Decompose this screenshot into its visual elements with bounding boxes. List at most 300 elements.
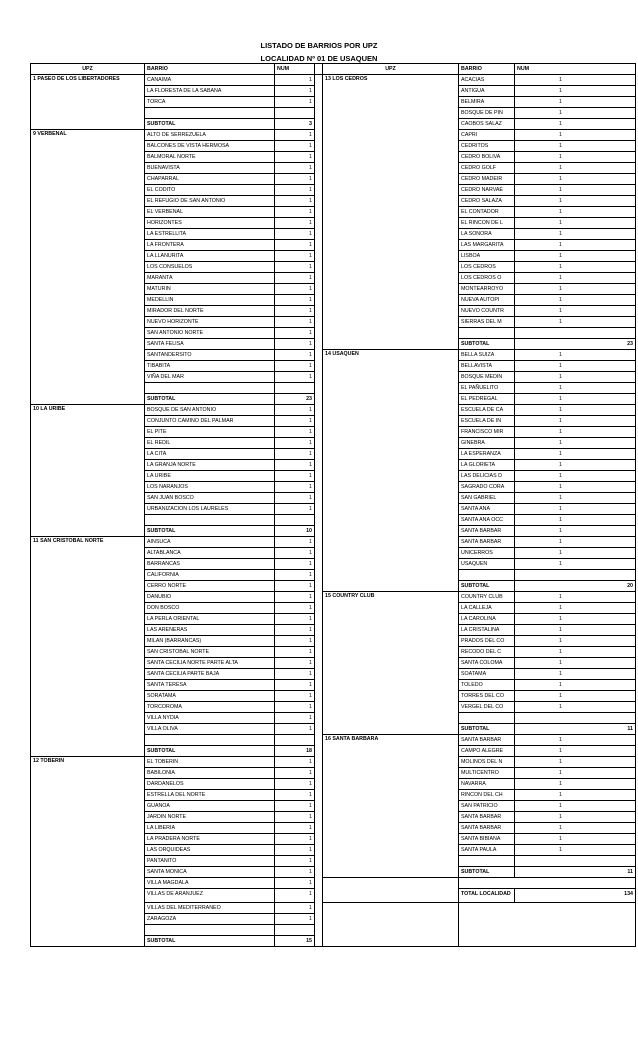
left-barrio-name: LA LLANURITA <box>145 251 275 262</box>
table-row <box>31 790 636 801</box>
right-barrio-name: CEDRO NARVAE <box>459 185 515 196</box>
left-barrio-name: LOS NARANJOS <box>145 482 275 493</box>
left-barrio-name: SANTA CECILIA NORTE PARTE ALTA <box>145 658 275 669</box>
right-barrio-name: NUEVA AUTOPI <box>459 295 515 306</box>
table-row <box>31 427 636 438</box>
table-row <box>31 724 636 735</box>
left-upz-cell <box>31 779 145 790</box>
column-gap <box>315 185 323 196</box>
left-barrio-num: 1 <box>275 86 315 97</box>
right-barrio-name: LAS MARGARITA <box>459 240 515 251</box>
table-row <box>31 515 636 526</box>
table-row <box>31 592 636 603</box>
right-barrio-num <box>515 416 636 427</box>
right-barrio-num-value: 1 <box>559 165 562 171</box>
right-barrio-num-value: 1 <box>559 451 562 457</box>
right-barrio-num <box>515 757 636 768</box>
left-barrio-name: TORCA <box>145 97 275 108</box>
left-barrio-num: 1 <box>275 416 315 427</box>
table-row <box>31 317 636 328</box>
right-barrio-num-value: 1 <box>559 99 562 105</box>
right-upz-cell <box>323 493 459 504</box>
column-gap <box>315 526 323 537</box>
right-barrio-num <box>515 515 636 526</box>
right-barrio-num-value: 1 <box>559 297 562 303</box>
right-barrio-num-value: 1 <box>559 121 562 127</box>
table-row <box>31 735 636 746</box>
column-gap <box>315 856 323 867</box>
right-barrio-name: CAOBOS SALAZ <box>459 119 515 130</box>
right-barrio-name: TOLEDO <box>459 680 515 691</box>
table-row <box>31 903 636 914</box>
left-upz-name: 1 PASEO DE LOS LIBERTADORES <box>31 75 145 86</box>
right-barrio-num <box>515 317 636 328</box>
left-barrio-name: ESTRELLA DEL NORTE <box>145 790 275 801</box>
right-upz-cell <box>323 240 459 251</box>
left-upz-cell <box>31 548 145 559</box>
right-barrio-num <box>515 768 636 779</box>
left-barrio-name: URBANIZACION LOS LAURELES <box>145 504 275 515</box>
column-gap <box>315 801 323 812</box>
right-blank-barrio <box>459 570 515 581</box>
left-barrio-num: 1 <box>275 482 315 493</box>
left-barrio-num: 1 <box>275 713 315 724</box>
column-gap <box>315 130 323 141</box>
left-barrio-name: MILAN (BARRANCAS) <box>145 636 275 647</box>
table-row <box>31 394 636 405</box>
table-row <box>31 130 636 141</box>
left-barrio-num: 1 <box>275 812 315 823</box>
right-barrio-name: SANTA BARBAR <box>459 812 515 823</box>
left-barrio-num: 1 <box>275 361 315 372</box>
left-barrio-name: BUENAVISTA <box>145 163 275 174</box>
left-upz-cell <box>31 746 145 757</box>
right-upz-cell <box>323 636 459 647</box>
right-empty-barrio <box>459 925 515 936</box>
left-barrio-num: 1 <box>275 680 315 691</box>
left-barrio-num: 1 <box>275 647 315 658</box>
left-barrio-num: 1 <box>275 823 315 834</box>
table-row <box>31 669 636 680</box>
right-upz-cell <box>323 757 459 768</box>
left-barrio-num: 1 <box>275 75 315 86</box>
right-barrio-num <box>515 625 636 636</box>
right-upz-cell <box>323 262 459 273</box>
right-barrio-num <box>515 207 636 218</box>
right-barrio-num <box>515 262 636 273</box>
right-barrio-num <box>515 526 636 537</box>
left-blank-num <box>275 925 315 936</box>
total-localidad-label: TOTAL LOCALIDAD <box>459 889 515 903</box>
left-barrio-name: TORCOROMA <box>145 702 275 713</box>
right-upz-cell <box>323 86 459 97</box>
left-upz-cell <box>31 471 145 482</box>
column-gap <box>315 812 323 823</box>
left-barrio-num: 1 <box>275 570 315 581</box>
right-barrio-num <box>515 647 636 658</box>
right-upz-cell <box>323 537 459 548</box>
column-gap <box>315 713 323 724</box>
left-upz-cell <box>31 262 145 273</box>
right-upz-cell <box>323 196 459 207</box>
left-upz-cell <box>31 152 145 163</box>
left-barrio-num: 1 <box>275 779 315 790</box>
column-gap <box>315 196 323 207</box>
left-barrio-num: 1 <box>275 306 315 317</box>
table-row <box>31 702 636 713</box>
left-upz-cell <box>31 735 145 746</box>
left-upz-cell <box>31 328 145 339</box>
left-barrio-name: ZARAGOZA <box>145 914 275 925</box>
left-barrio-name: DARDANELOS <box>145 779 275 790</box>
right-blank-num <box>515 856 636 867</box>
column-gap <box>315 834 323 845</box>
right-barrio-name: EL PAÑUELITO <box>459 383 515 394</box>
right-barrio-num <box>515 152 636 163</box>
right-subtotal-label: SUBTOTAL <box>459 724 515 735</box>
left-upz-cell <box>31 845 145 856</box>
left-barrio-num: 1 <box>275 801 315 812</box>
left-barrio-num: 1 <box>275 339 315 350</box>
left-upz-cell <box>31 658 145 669</box>
left-barrio-num: 1 <box>275 614 315 625</box>
left-barrio-num: 1 <box>275 537 315 548</box>
left-barrio-name: SAN JUAN BOSCO <box>145 493 275 504</box>
left-barrio-num: 1 <box>275 658 315 669</box>
right-barrio-num-value: 1 <box>559 264 562 270</box>
left-upz-cell <box>31 240 145 251</box>
column-gap <box>315 537 323 548</box>
header-num-left: NUM <box>275 64 315 75</box>
right-barrio-num <box>515 471 636 482</box>
column-gap <box>315 394 323 405</box>
right-upz-cell <box>323 383 459 394</box>
right-barrio-num-value: 1 <box>559 352 562 358</box>
right-barrio-num-value: 1 <box>559 308 562 314</box>
left-barrio-name: DON BOSCO <box>145 603 275 614</box>
right-upz-cell <box>323 405 459 416</box>
right-barrio-num <box>515 240 636 251</box>
left-barrio-num: 1 <box>275 592 315 603</box>
left-barrio-name: ALTO DE SERREZUELA <box>145 130 275 141</box>
total-localidad-value: 134 <box>515 889 636 903</box>
right-barrio-num-value: 1 <box>559 616 562 622</box>
right-barrio-name: SANTA PAULA <box>459 845 515 856</box>
right-barrio-num-value: 1 <box>559 814 562 820</box>
left-upz-cell <box>31 936 145 947</box>
left-upz-cell <box>31 383 145 394</box>
right-barrio-name: CAMPO ALEGRE <box>459 746 515 757</box>
right-barrio-num <box>515 108 636 119</box>
table-row <box>31 614 636 625</box>
table-row <box>31 163 636 174</box>
left-upz-cell <box>31 603 145 614</box>
left-blank-barrio <box>145 383 275 394</box>
right-barrio-name: NAVARRA <box>459 779 515 790</box>
column-gap <box>315 97 323 108</box>
left-barrio-name: LOS CONSUELOS <box>145 262 275 273</box>
table-row <box>31 383 636 394</box>
left-upz-cell <box>31 812 145 823</box>
column-gap <box>315 339 323 350</box>
right-barrio-name: TORRES DEL CO <box>459 691 515 702</box>
right-barrio-num-value: 1 <box>559 594 562 600</box>
left-barrio-num: 1 <box>275 284 315 295</box>
right-barrio-name: LA ESPERANZA <box>459 449 515 460</box>
table-row <box>31 581 636 592</box>
left-upz-cell <box>31 141 145 152</box>
right-subtotal-value: 11 <box>515 724 636 735</box>
right-barrio-num <box>515 537 636 548</box>
right-subtotal-label: SUBTOTAL <box>459 867 515 878</box>
column-gap <box>315 691 323 702</box>
right-barrio-name: SIERRAS DEL M <box>459 317 515 328</box>
table-row <box>31 779 636 790</box>
right-barrio-num <box>515 801 636 812</box>
left-upz-cell <box>31 903 145 914</box>
table-row <box>31 856 636 867</box>
right-barrio-name: EL CONTADOR <box>459 207 515 218</box>
left-barrio-name: CANAIMA <box>145 75 275 86</box>
header-upz-left: UPZ <box>31 64 145 75</box>
right-barrio-num-value: 1 <box>559 781 562 787</box>
column-gap <box>315 372 323 383</box>
column-gap <box>315 174 323 185</box>
table-row <box>31 691 636 702</box>
left-barrio-num: 1 <box>275 768 315 779</box>
left-subtotal-value: 23 <box>275 394 315 405</box>
right-empty-barrio <box>459 903 515 914</box>
left-upz-cell <box>31 581 145 592</box>
column-gap <box>315 251 323 262</box>
left-barrio-name: JARDIN NORTE <box>145 812 275 823</box>
table-row <box>31 548 636 559</box>
right-upz-cell <box>323 218 459 229</box>
right-barrio-num-value: 1 <box>559 275 562 281</box>
right-upz-cell <box>323 273 459 284</box>
left-upz-cell <box>31 449 145 460</box>
left-barrio-name: VILLA OLIVA <box>145 724 275 735</box>
column-gap <box>315 295 323 306</box>
right-barrio-name: MOLINOS DEL N <box>459 757 515 768</box>
left-barrio-num: 1 <box>275 185 315 196</box>
right-upz-cell <box>323 658 459 669</box>
right-barrio-num-value: 1 <box>559 704 562 710</box>
left-barrio-num: 1 <box>275 218 315 229</box>
left-upz-cell <box>31 438 145 449</box>
left-barrio-num: 1 <box>275 152 315 163</box>
right-upz-cell <box>323 845 459 856</box>
right-barrio-num <box>515 812 636 823</box>
right-barrio-num <box>515 86 636 97</box>
left-blank-barrio <box>145 515 275 526</box>
right-empty-upz <box>323 914 459 925</box>
right-barrio-name: BELLAVISTA <box>459 361 515 372</box>
left-barrio-num: 1 <box>275 130 315 141</box>
left-barrio-num: 1 <box>275 790 315 801</box>
column-gap <box>315 757 323 768</box>
left-barrio-num: 1 <box>275 504 315 515</box>
right-barrio-num <box>515 845 636 856</box>
right-barrio-name: ESCUELA DE CA <box>459 405 515 416</box>
right-upz-cell <box>323 361 459 372</box>
right-barrio-num-value: 1 <box>559 198 562 204</box>
left-barrio-num: 1 <box>275 317 315 328</box>
right-barrio-num-value: 1 <box>559 473 562 479</box>
right-barrio-name: CEDRO BOLIVA <box>459 152 515 163</box>
table-row <box>31 889 636 903</box>
right-barrio-num-value: 1 <box>559 627 562 633</box>
left-barrio-name: MEDELLIN <box>145 295 275 306</box>
right-upz-cell <box>323 438 459 449</box>
table-row <box>31 372 636 383</box>
right-barrio-num-value: 1 <box>559 132 562 138</box>
left-barrio-name: SORATAMA <box>145 691 275 702</box>
left-upz-cell <box>31 790 145 801</box>
right-barrio-num-value: 1 <box>559 209 562 215</box>
right-upz-cell <box>323 163 459 174</box>
right-barrio-num-value: 1 <box>559 77 562 83</box>
table-row <box>31 152 636 163</box>
left-barrio-num: 1 <box>275 914 315 925</box>
right-barrio-num-value: 1 <box>559 286 562 292</box>
table-row <box>31 471 636 482</box>
right-barrio-num-value: 1 <box>559 154 562 160</box>
left-barrio-num: 1 <box>275 427 315 438</box>
left-barrio-name: VIÑA DEL MAR <box>145 372 275 383</box>
table-row <box>31 361 636 372</box>
left-upz-cell <box>31 493 145 504</box>
column-gap <box>315 218 323 229</box>
right-upz-cell <box>323 812 459 823</box>
right-upz-cell <box>323 570 459 581</box>
right-barrio-name: SANTA BARBAR <box>459 537 515 548</box>
right-upz-cell <box>323 867 459 878</box>
right-barrio-num-value: 1 <box>559 638 562 644</box>
left-upz-cell <box>31 925 145 936</box>
right-blank-num <box>515 328 636 339</box>
right-barrio-name: BOSQUE MEDIN <box>459 372 515 383</box>
table-row <box>31 768 636 779</box>
header-row <box>31 64 636 75</box>
left-barrio-num: 1 <box>275 493 315 504</box>
left-upz-cell <box>31 515 145 526</box>
column-gap <box>315 108 323 119</box>
right-upz-cell <box>323 130 459 141</box>
right-upz-cell <box>323 702 459 713</box>
right-upz-cell <box>323 372 459 383</box>
left-barrio-name: EL PITE <box>145 427 275 438</box>
left-barrio-num: 1 <box>275 328 315 339</box>
right-barrio-num-value: 1 <box>559 385 562 391</box>
column-gap <box>315 119 323 130</box>
column-gap <box>315 482 323 493</box>
left-barrio-name: CALIFORNIA <box>145 570 275 581</box>
column-gap <box>315 779 323 790</box>
table-row <box>31 603 636 614</box>
right-upz-cell <box>323 449 459 460</box>
left-upz-cell <box>31 801 145 812</box>
left-barrio-name: LA LIBERIA <box>145 823 275 834</box>
right-barrio-num <box>515 636 636 647</box>
left-upz-cell <box>31 207 145 218</box>
right-barrio-num-value: 1 <box>559 88 562 94</box>
left-barrio-name: CERRO NORTE <box>145 581 275 592</box>
column-gap <box>315 559 323 570</box>
left-barrio-num: 1 <box>275 262 315 273</box>
right-empty-barrio <box>459 914 515 925</box>
left-barrio-name: EL CODITO <box>145 185 275 196</box>
table-row <box>31 196 636 207</box>
left-subtotal-value: 3 <box>275 119 315 130</box>
left-subtotal-value: 15 <box>275 936 315 947</box>
left-barrio-name: BOSQUE DE SAN ANTONIO <box>145 405 275 416</box>
right-barrio-name: LA SONORA <box>459 229 515 240</box>
right-barrio-num <box>515 438 636 449</box>
right-upz-name: 13 LOS CEDROS <box>323 75 459 86</box>
right-barrio-name: BELMIRA <box>459 97 515 108</box>
right-upz-cell <box>323 394 459 405</box>
left-barrio-name: LAS ORQUIDEAS <box>145 845 275 856</box>
left-barrio-num: 1 <box>275 350 315 361</box>
right-upz-cell <box>323 108 459 119</box>
left-subtotal-value: 18 <box>275 746 315 757</box>
column-gap <box>315 647 323 658</box>
table-row <box>31 460 636 471</box>
right-barrio-name: ANTIGUA <box>459 86 515 97</box>
right-barrio-num-value: 1 <box>559 440 562 446</box>
column-gap <box>315 790 323 801</box>
right-barrio-name: COUNTRY CLUB <box>459 592 515 603</box>
left-blank-num <box>275 515 315 526</box>
table-row <box>31 559 636 570</box>
column-gap <box>315 625 323 636</box>
table-row <box>31 174 636 185</box>
right-barrio-name: LAS DELICIAS D <box>459 471 515 482</box>
right-upz-cell <box>323 856 459 867</box>
left-upz-cell <box>31 317 145 328</box>
column-gap <box>315 152 323 163</box>
table-row <box>31 636 636 647</box>
left-barrio-name: LA PRADERA NORTE <box>145 834 275 845</box>
left-upz-cell <box>31 251 145 262</box>
left-upz-cell <box>31 702 145 713</box>
right-upz-name: 16 SANTA BARBARA <box>323 735 459 746</box>
right-upz-cell <box>323 207 459 218</box>
right-barrio-num <box>515 691 636 702</box>
left-upz-cell <box>31 218 145 229</box>
right-barrio-num-value: 1 <box>559 253 562 259</box>
left-barrio-name: EL REFUGIO DE SAN ANTONIO <box>145 196 275 207</box>
right-blank-barrio <box>459 713 515 724</box>
right-barrio-num-value: 1 <box>559 110 562 116</box>
left-upz-name: 9 VERBENAL <box>31 130 145 141</box>
left-upz-cell <box>31 614 145 625</box>
left-barrio-name: EL VERBENAL <box>145 207 275 218</box>
left-barrio-name: BABILONIA <box>145 768 275 779</box>
column-gap <box>315 493 323 504</box>
left-upz-cell <box>31 592 145 603</box>
right-barrio-num-value: 1 <box>559 374 562 380</box>
right-barrio-num <box>515 383 636 394</box>
left-upz-cell <box>31 669 145 680</box>
right-barrio-name: SANTA BARBAR <box>459 823 515 834</box>
right-upz-cell <box>323 713 459 724</box>
right-barrio-name: ESCUELA DE IN <box>459 416 515 427</box>
left-upz-cell <box>31 504 145 515</box>
left-upz-cell <box>31 108 145 119</box>
right-barrio-name: LA GLORIETA <box>459 460 515 471</box>
